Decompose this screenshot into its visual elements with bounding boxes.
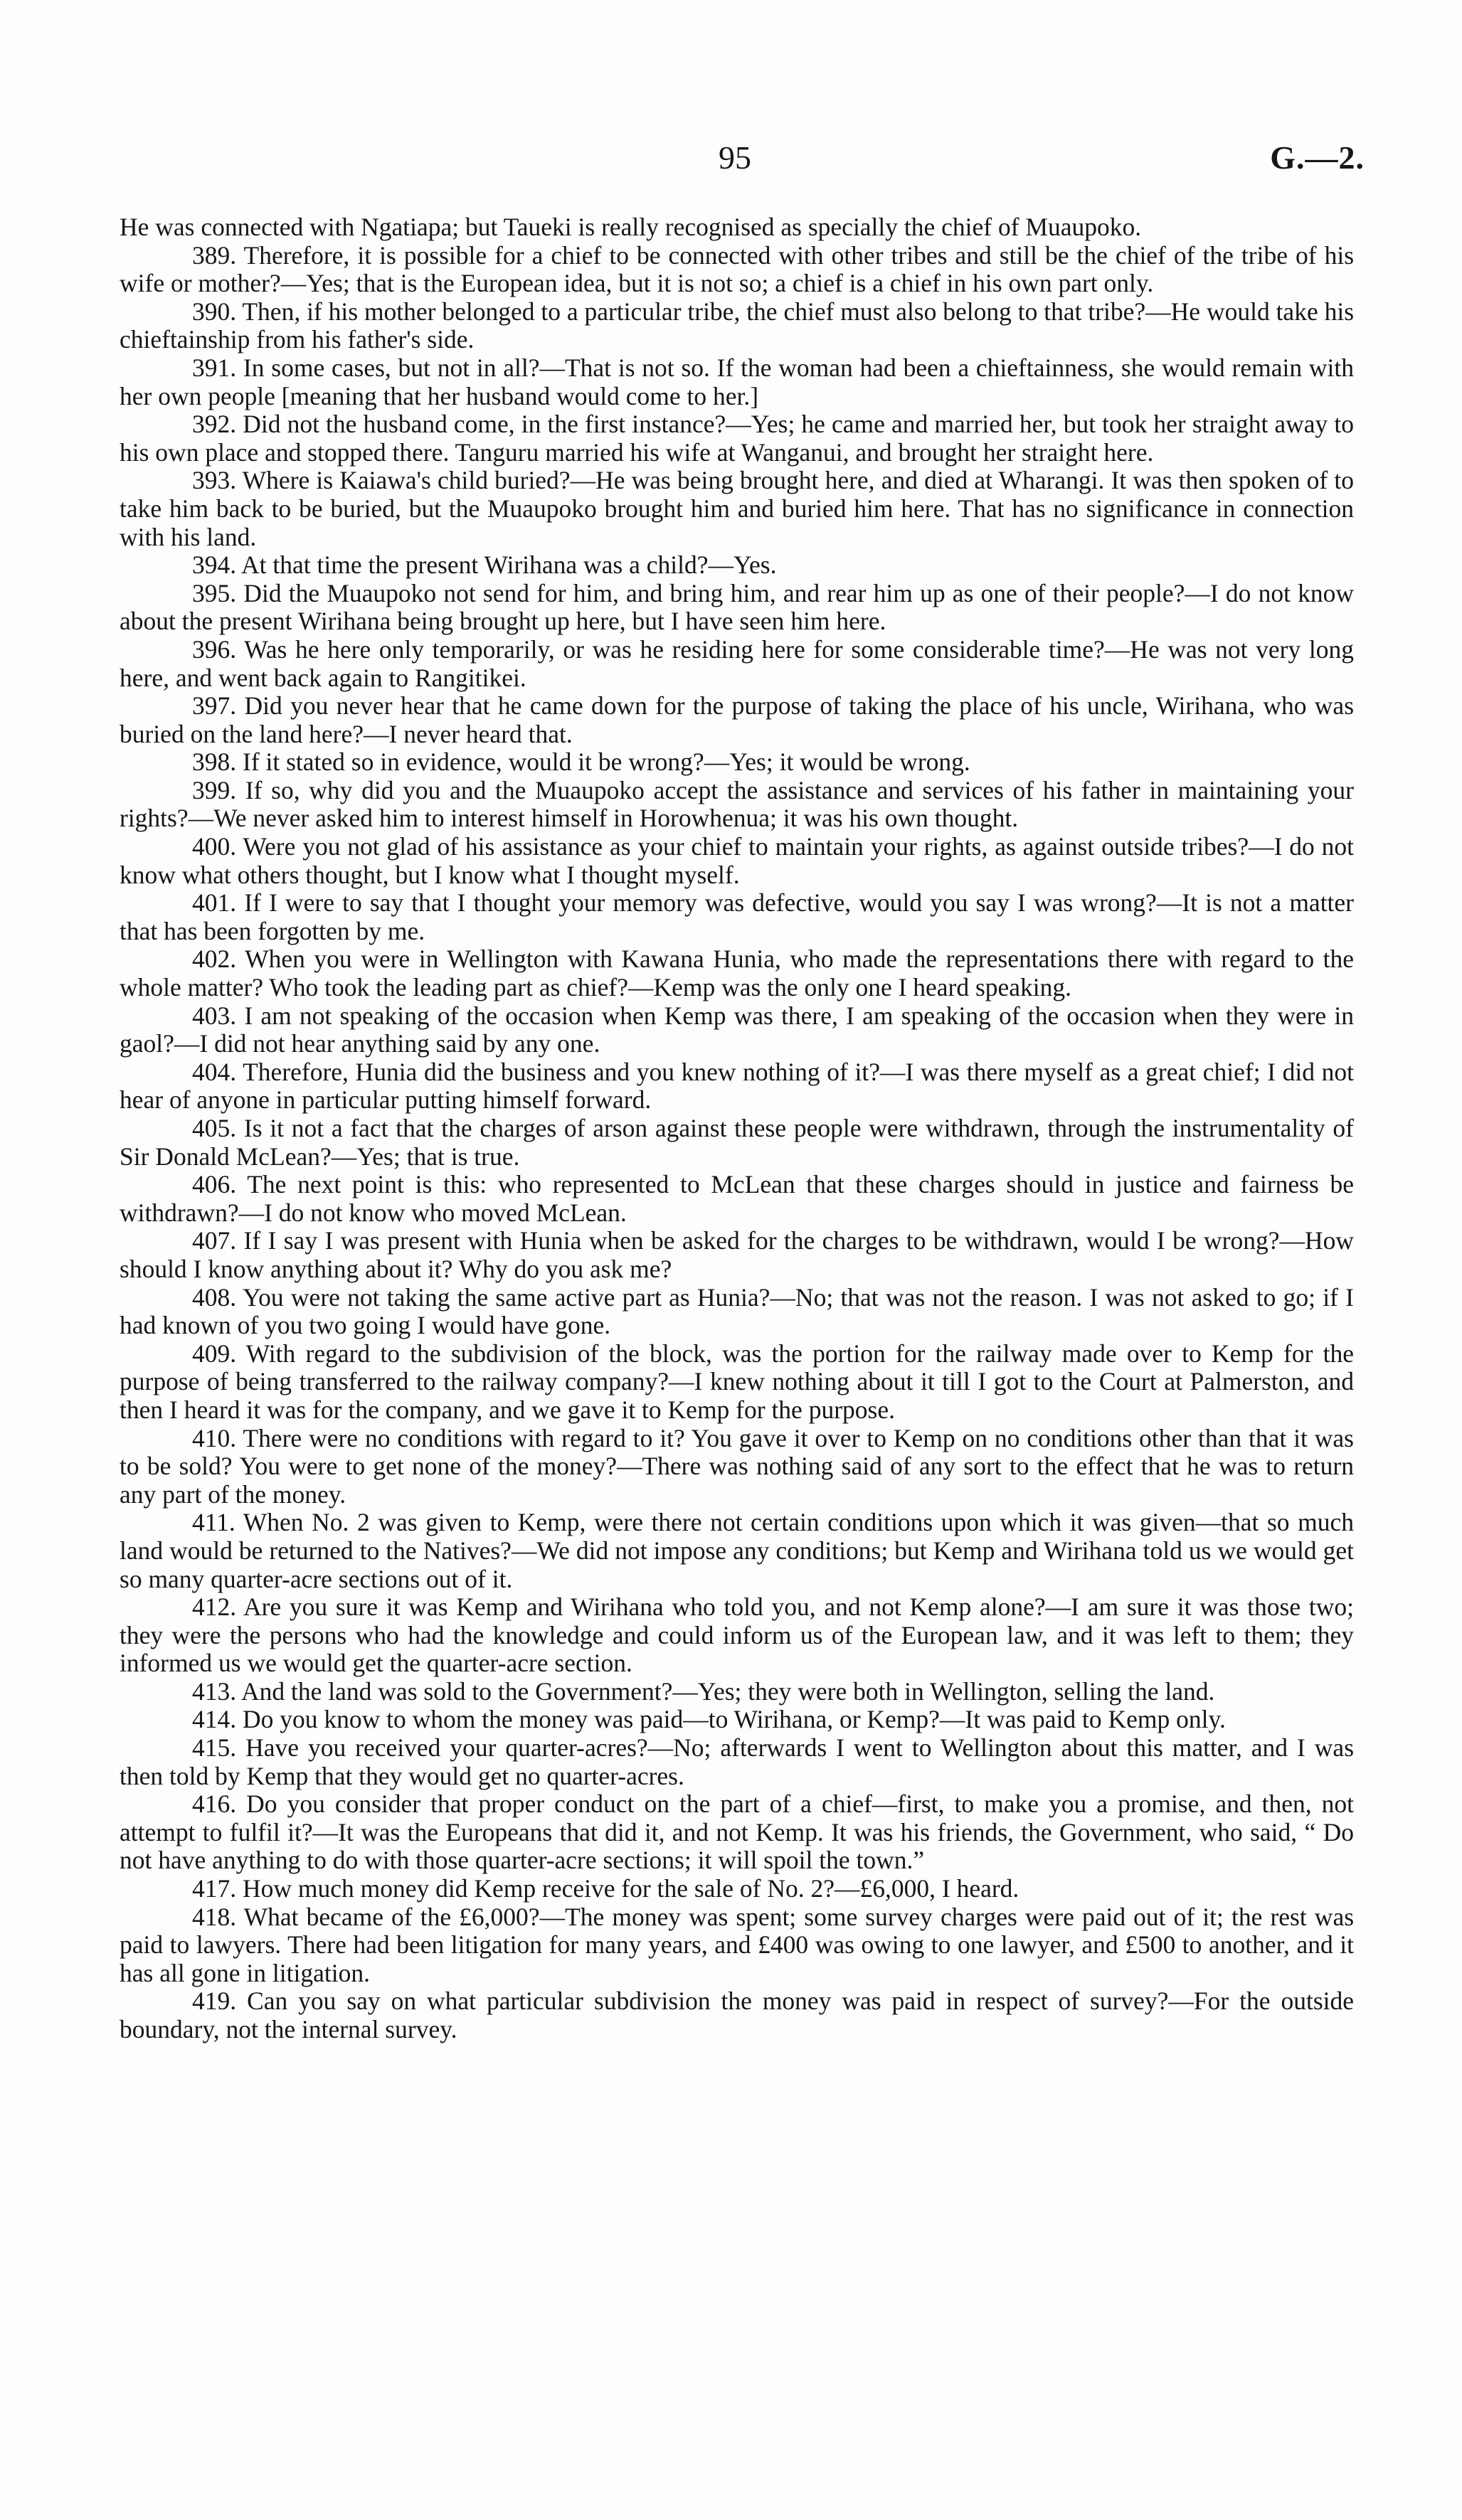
testimony-body (120, 213, 1354, 2044)
testimony-paragraph (120, 636, 1354, 692)
question-answer-text: Did you never hear that he came down for the purpose of taking the place of his uncle, Wirihana, who was buried on the land here?—I never heard that. (120, 691, 1355, 748)
question-answer-text: Did not the husband come, in the first instance?—Yes; he came and married her, but took her straight away to his own place and stopped there. Tanguru married his wife at Wanganui, and brought her straight here. (120, 410, 1355, 467)
question-number: 416. (192, 1790, 237, 1819)
question-number: 408. (192, 1282, 237, 1312)
question-number: 393. (192, 466, 237, 495)
testimony-paragraph (120, 1903, 1354, 1988)
testimony-paragraph (120, 1734, 1354, 1790)
testimony-paragraph (120, 1284, 1354, 1340)
question-answer-text: Therefore, it is possible for a chief to be connected with other tribes and still be the chief of the tribe of his wife or mother?—Yes; that is the European idea, but it is not so; a chief is a chief in his own part only. (120, 240, 1355, 298)
testimony-paragraph (120, 1593, 1354, 1678)
question-number: 404. (192, 1057, 237, 1086)
question-answer-text: And the land was sold to the Government?—Yes; they were both in Wellington, selling the land. (241, 1676, 1215, 1706)
testimony-paragraph (120, 692, 1354, 748)
testimony-paragraph (120, 889, 1354, 945)
question-number: 390. (192, 297, 237, 326)
question-answer-text: Are you sure it was Kemp and Wirihana who told you, and not Kemp alone?—I am sure it was those two; they were the persons who had the knowledge and could inform us of the European law, and it was left to them; they informed us we would get the quarter-acre section. (120, 1593, 1354, 1678)
question-number: 389. (192, 240, 237, 270)
question-number: 391. (192, 353, 237, 382)
document-reference: G.—2. (1270, 139, 1365, 176)
question-answer-text: The next point is this: who represented to McLean that these charges should in justice and fairness be withdrawn?—I do not know who moved McLean. (120, 1170, 1354, 1227)
question-answer-text: When No. 2 was given to Kemp, were there not certain conditions upon which it was given—that so much land would be returned to the Natives?—We did not impose any conditions; but Kemp and Wirihana told us we would get so many quarter-acre sections out of it. (120, 1508, 1354, 1593)
question-answer-text: How much money did Kemp receive for the sale of No. 2?—£6,000, I heard. (243, 1874, 1019, 1903)
question-number: 411. (192, 1508, 235, 1537)
testimony-paragraph (120, 1987, 1354, 2043)
question-answer-text: Where is Kaiawa's child buried?—He was being brought here, and died at Wharangi. It was then spoken of to take him back to be buried, but the Muaupoko brought him and buried him here. That has no significance in connection with his land. (120, 466, 1355, 551)
question-answer-text: Do you consider that proper conduct on the part of a chief—first, to make you a promise, and then, not attempt to fulfil it?—It was the Europeans that did it, and not Kemp. It was his friends, the Government, who said, “ Do not have anything to do with those quarter-acre sections; it will spoil the town.” (120, 1790, 1354, 1875)
testimony-paragraph (120, 298, 1354, 354)
question-number: 397. (192, 691, 237, 721)
testimony-paragraph (120, 551, 1354, 580)
testimony-paragraph (120, 410, 1354, 467)
question-number: 400. (192, 832, 237, 861)
page-header (0, 139, 1462, 181)
question-answer-text: Then, if his mother belonged to a particular tribe, the chief must also belong to that tribe?—He would take his chieftainship from his father's side. (120, 297, 1355, 354)
question-number: 395. (192, 578, 237, 607)
question-answer-text: You were not taking the same active part as Hunia?—No; that was not the reason. I was not asked to go; if I had known of you two going I would have gone. (120, 1282, 1355, 1340)
question-number: 403. (192, 1001, 237, 1030)
lead-paragraph: He was connected with Ngatiapa; but Taueki is really recognised as specially the chief of Muaupoko. (120, 213, 1142, 241)
question-number: 396. (192, 634, 237, 664)
question-answer-text: If I were to say that I thought your memory was defective, would you say I was wrong?—It is not a matter that has been forgotten by me. (120, 888, 1354, 945)
question-number: 407. (192, 1226, 237, 1255)
question-answer-text: Have you received your quarter-acres?—No; afterwards I went to Wellington about this matter, and I was then told by Kemp that they would get no quarter-acres. (120, 1733, 1355, 1790)
testimony-paragraph (120, 748, 1354, 777)
testimony-paragraph (120, 354, 1354, 410)
question-answer-text: If so, why did you and the Muaupoko accept the assistance and services of his father in maintaining your rights?—We never asked him to interest himself in Horowhenua; it was his own thought. (120, 775, 1354, 833)
testimony-paragraph (120, 1706, 1354, 1734)
question-answer-text: Did the Muaupoko not send for him, and bring him, and rear him up as one of their people?—I do not know about the present Wirihana being brought up here, but I have seen him here. (120, 578, 1355, 636)
question-answer-text: If I say I was present with Hunia when be asked for the charges to be withdrawn, would I be wrong?—How should I know anything about it? Why do you ask me? (120, 1226, 1354, 1283)
question-number: 418. (192, 1902, 237, 1931)
question-number: 412. (192, 1593, 237, 1622)
testimony-paragraph (120, 1058, 1354, 1115)
page-number: 95 (719, 139, 751, 176)
question-number: 399. (192, 775, 237, 804)
question-answer-text: In some cases, but not in all?—That is not so. If the woman had been a chieftainness, she would remain with her own people [meaning that her husband would come to her.] (120, 353, 1355, 410)
testimony-paragraph (120, 1002, 1354, 1058)
question-number: 413. (192, 1676, 237, 1706)
question-number: 409. (192, 1339, 237, 1368)
testimony-paragraph (120, 1790, 1354, 1875)
question-number: 402. (192, 945, 237, 974)
question-answer-text: Therefore, Hunia did the business and you knew nothing of it?—I was there myself as a great chief; I did not hear of anyone in particular putting himself forward. (120, 1057, 1355, 1115)
testimony-paragraph (120, 1115, 1354, 1171)
question-answer-text: What became of the £6,000?—The money was spent; some survey charges were paid out of it; the rest was paid to lawyers. There had been litigation for many years, and £400 was owing to one lawyer, and £500 to another, and it has all gone in litigation. (120, 1902, 1355, 1987)
testimony-paragraph (120, 1678, 1354, 1706)
question-answer-text: With regard to the subdivision of the block, was the portion for the railway made over to Kemp for the purpose of being transferred to the railway company?—I knew nothing about it till I got to the Court at Palmerston, and then I heard it was for the company, and we gave it to Kemp for the purpose. (120, 1339, 1355, 1424)
testimony-paragraph (120, 1509, 1354, 1593)
question-answer-text: Was he here only temporarily, or was he residing here for some considerable time?—He was not very long here, and went back again to Rangitikei. (120, 634, 1354, 692)
question-number: 415. (192, 1733, 237, 1763)
testimony-paragraph (120, 1425, 1354, 1509)
question-number: 406. (192, 1170, 237, 1199)
question-answer-text: I am not speaking of the occasion when Kemp was there, I am speaking of the occasion when they were in gaol?—I did not hear anything said by any one. (120, 1001, 1355, 1058)
testimony-paragraph (120, 1340, 1354, 1425)
question-number: 414. (192, 1705, 237, 1734)
testimony-paragraph (120, 1171, 1354, 1227)
question-number: 394. (192, 551, 237, 580)
testimony-paragraph (120, 580, 1354, 636)
testimony-paragraph (120, 242, 1354, 298)
testimony-paragraph (120, 467, 1354, 551)
testimony-paragraph (120, 833, 1354, 889)
question-number: 417. (192, 1874, 237, 1903)
question-answer-text: Is it not a fact that the charges of arson against these people were withdrawn, through the instrumentality of Sir Donald McLean?—Yes; that is true. (120, 1114, 1354, 1171)
question-number: 410. (192, 1423, 237, 1452)
question-number: 392. (192, 410, 237, 439)
question-answer-text: At that time the present Wirihana was a child?—Yes. (241, 551, 777, 580)
question-answer-text: If it stated so in evidence, would it be wrong?—Yes; it would be wrong. (243, 748, 970, 777)
question-number: 419. (192, 1987, 237, 2016)
question-number: 401. (192, 888, 237, 918)
testimony-paragraph (120, 1227, 1354, 1283)
question-answer-text: Do you know to whom the money was paid—to Wirihana, or Kemp?—It was paid to Kemp only. (243, 1705, 1226, 1734)
testimony-paragraph (120, 777, 1354, 833)
question-answer-text: Were you not glad of his assistance as your chief to maintain your rights, as against outside tribes?—I do not know what others thought, but I know what I thought myself. (120, 832, 1354, 889)
testimony-paragraph (120, 945, 1354, 1001)
question-answer-text: Can you say on what particular subdivision the money was paid in respect of survey?—For the outside boundary, not the internal survey. (120, 1987, 1355, 2043)
question-number: 398. (192, 748, 237, 777)
question-number: 405. (192, 1114, 237, 1142)
question-answer-text: When you were in Wellington with Kawana Hunia, who made the representations there with regard to the whole matter? Who took the leading part as chief?—Kemp was the only one I heard speaking. (120, 945, 1355, 1002)
testimony-paragraph (120, 1875, 1354, 1903)
question-answer-text: There were no conditions with regard to it? You gave it over to Kemp on no conditions other than that it was to be sold? You were to get none of the money?—There was nothing said of any sort to the effect that he was to return any part of the money. (120, 1423, 1354, 1509)
